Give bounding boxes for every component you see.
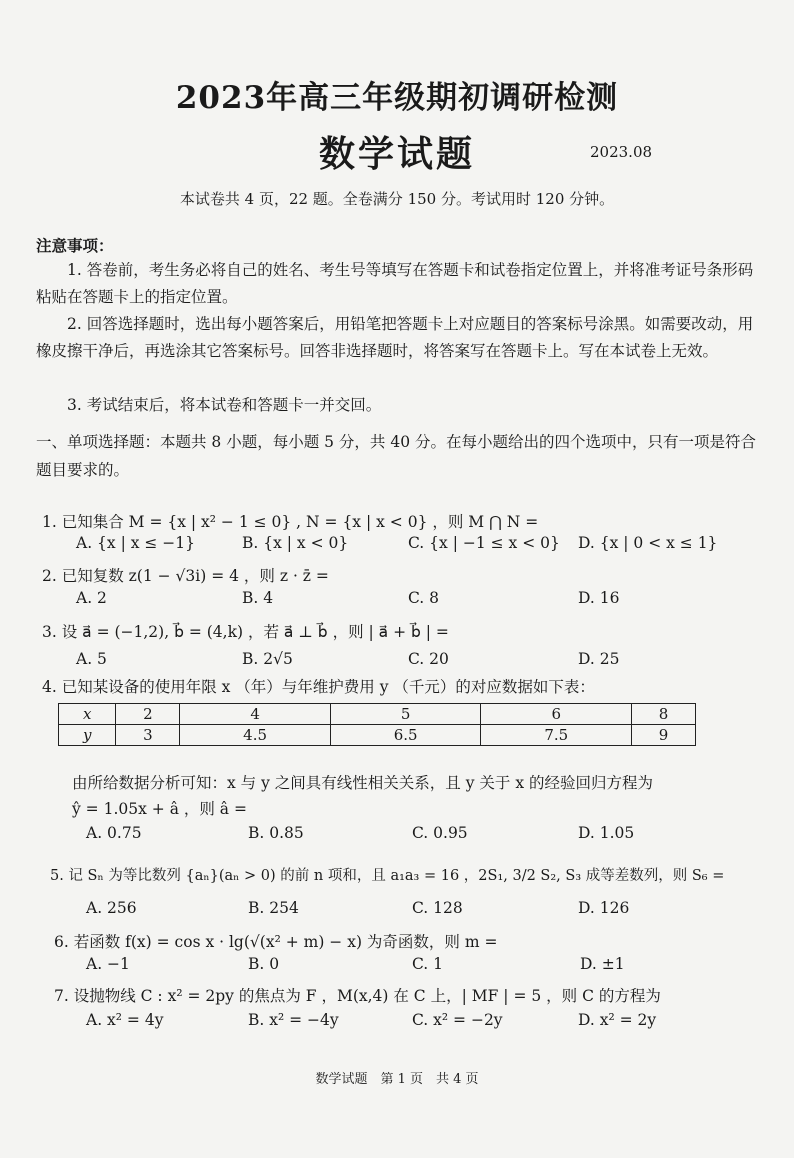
table-row-x	[59, 704, 696, 725]
exam-date: 2023.08	[590, 143, 653, 161]
q1-option-a: A. {x | x ≤ −1}	[76, 534, 196, 552]
table-cell: y	[59, 725, 116, 746]
table-cell: 4.5	[180, 725, 331, 746]
q3-option-d: D. 25	[578, 650, 620, 668]
notice-item-2: 2. 回答选择题时，选出每小题答案后，用铅笔把答题卡上对应题目的答案标号涂黑。如需要改动，用橡皮擦干净后，再选涂其它答案标号。回答非选择题时，将答案写在答题卡上。写在本试卷上无效。	[36, 315, 754, 360]
q3-option-c: C. 20	[408, 650, 449, 668]
q4-option-d: D. 1.05	[578, 824, 635, 842]
section-1-heading: 一、单项选择题：本题共 8 小题，每小题 5 分，共 40 分。在每小题给出的四个选项中，只有一项是符合题目要求的。	[36, 433, 757, 479]
exam-title: 2023年高三年级期初调研检测	[175, 80, 619, 116]
q5-option-b: B. 254	[248, 899, 299, 917]
data-table	[58, 703, 696, 746]
q1-option-c: C. {x | −1 ≤ x < 0}	[408, 534, 560, 552]
q1-option-d: D. {x | 0 < x ≤ 1}	[578, 534, 718, 552]
question-5-stem: 5. 记 Sₙ 为等比数列 {aₙ}(aₙ > 0) 的前 n 项和，且 a₁a₃ = 16 ，2S₁, 3/2 S₂, S₃ 成等差数列，则 S₆ =	[50, 868, 725, 884]
q7-option-c: C. x² = −2y	[412, 1011, 503, 1029]
notice-item-3: 3. 考试结束后，将本试卷和答题卡一并交回。	[67, 396, 382, 414]
question-1-stem: 1. 已知集合 M = {x | x² − 1 ≤ 0} , N = {x | x < 0} ，则 M ⋂ N =	[42, 513, 539, 531]
q6-option-a: A. −1	[86, 955, 130, 973]
table-row-y	[59, 725, 696, 746]
table-cell: 2	[116, 704, 180, 725]
q4-option-c: C. 0.95	[412, 824, 468, 842]
q4-option-a: A. 0.75	[86, 824, 142, 842]
q7-option-d: D. x² = 2y	[578, 1011, 657, 1029]
notice-item-1: 1. 答卷前，考生务必将自己的姓名、考生号等填写在答题卡和试卷指定位置上，并将准考证号条形码粘贴在答题卡上的指定位置。	[36, 261, 754, 306]
q6-option-d: D. ±1	[580, 955, 625, 973]
exam-subtitle: 数学试题	[318, 133, 475, 175]
q2-option-c: C. 8	[408, 589, 440, 607]
q5-option-a: A. 256	[86, 899, 137, 917]
table-cell: 6.5	[330, 725, 481, 746]
q5-option-d: D. 126	[578, 899, 630, 917]
exam-info: 本试卷共 4 页，22 题。全卷满分 150 分。考试用时 120 分钟。	[179, 190, 615, 208]
q2-option-d: D. 16	[578, 589, 620, 607]
question-4-analysis: 由所给数据分析可知：x 与 y 之间具有线性相关关系，且 y 关于 x 的经验回归方程为	[72, 774, 653, 792]
q5-option-c: C. 128	[412, 899, 463, 917]
q3-option-b: B. 2√5	[242, 650, 293, 668]
q1-option-b: B. {x | x < 0}	[242, 534, 349, 552]
q4-option-b: B. 0.85	[248, 824, 304, 842]
table-cell: 4	[180, 704, 331, 725]
question-4-equation: ŷ = 1.05x + â ，则 â =	[72, 800, 247, 818]
q7-option-b: B. x² = −4y	[248, 1011, 339, 1029]
question-3-stem: 3. 设 a⃗ = (−1,2), b⃗ = (4,k) ，若 a⃗ ⊥ b⃗ ，则 | a⃗ + b⃗ | =	[42, 623, 449, 641]
q6-option-c: C. 1	[412, 955, 444, 973]
q7-option-a: A. x² = 4y	[86, 1011, 164, 1029]
q6-option-b: B. 0	[248, 955, 280, 973]
question-6-stem: 6. 若函数 f(x) = cos x · lg(√(x² + m) − x) 为奇函数，则 m =	[54, 933, 498, 951]
table-cell: 3	[116, 725, 180, 746]
q2-option-b: B. 4	[242, 589, 274, 607]
table-cell: 9	[632, 725, 696, 746]
q2-option-a: A. 2	[76, 589, 107, 607]
table-cell: 5	[330, 704, 481, 725]
question-2-stem: 2. 已知复数 z(1 − √3i) = 4 ，则 z · z̄ =	[42, 567, 329, 585]
table-cell: x	[59, 704, 116, 725]
table-cell: 8	[632, 704, 696, 725]
table-cell: 7.5	[481, 725, 632, 746]
table-cell: 6	[481, 704, 632, 725]
page-footer: 数学试题 第 1 页 共 4 页	[315, 1072, 479, 1087]
question-4-stem: 4. 已知某设备的使用年限 x （年）与年维护费用 y （千元）的对应数据如下表：	[42, 678, 595, 696]
notice-title: 注意事项：	[36, 236, 114, 255]
question-7-stem: 7. 设抛物线 C : x² = 2py 的焦点为 F ，M(x,4) 在 C 上，| MF | = 5 ，则 C 的方程为	[54, 987, 661, 1005]
q3-option-a: A. 5	[76, 650, 107, 668]
